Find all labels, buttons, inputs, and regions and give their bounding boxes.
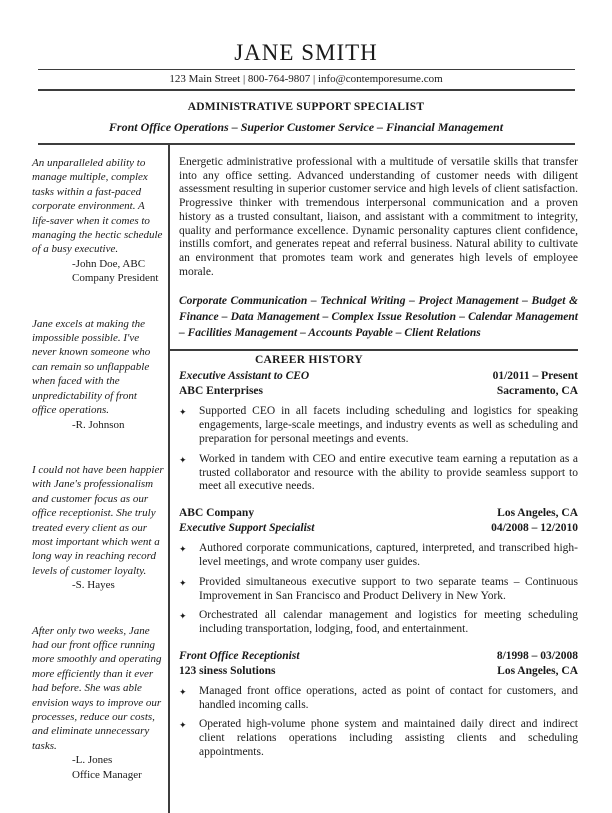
job-company: ABC Company: [179, 507, 255, 520]
job-bullet-text: Worked in tandem with CEO and entire executive team earning a reputation as a trusted collaborator and resource with the ability to provide seamless support to meet all executive needs.: [199, 452, 578, 493]
testimonial-attribution: -R. Johnson: [72, 418, 125, 431]
job-entry: [179, 369, 578, 494]
job-bullet: [179, 453, 578, 494]
skills-line: Corporate Communication – Technical Writing – Project Management – Budget & Finance – Data Management – Complex Issue Resolution – Calendar Management – Facilities Management – Accounts Payable – Client Relations: [179, 295, 578, 340]
job-bullet-text: Managed front office operations, acted as point of contact for customers, and handled incoming calls.: [199, 684, 578, 711]
job-date-location: Los Angeles, CA: [497, 507, 578, 520]
content: [0, 145, 612, 813]
job-title: Front Office Receptionist: [179, 649, 300, 662]
testimonial-quote: I could not have been happier with Jane's professionalism and customer focus as our office receptionist. She truly treated every client as our most important which went a long way in reaching record levels of customer loyalty.: [32, 463, 164, 577]
job-header-row: [179, 664, 578, 679]
job-date-location: 8/1998 – 03/2008: [496, 649, 578, 662]
job-bullet: [179, 718, 578, 759]
testimonial-attribution: -L. Jones: [72, 754, 113, 767]
diamond-bullet-icon: ✦: [179, 454, 187, 465]
testimonial-quote: An unparalleled ability to manage multiple, complex tasks within a fast-paced corporate environment. A life-saver when it comes to managing the hectic schedule of a busy executive.: [32, 157, 163, 256]
name-heading: JANE SMITH: [234, 40, 378, 65]
testimonial-quote: After only two weeks, Jane had our front office running more smoothly and operating more efficiently than it ever had before. She was able envision ways to improve our processes, reduce our costs, and eliminate unnecessary tasks.: [32, 624, 162, 752]
job-title: Executive Assistant to CEO: [179, 370, 310, 383]
job-list: [179, 369, 578, 760]
testimonial-quote: Jane excels at making the impossible possible. I've never known someone who can remain so unflappable when faced with the unpredictability of front office operations.: [32, 317, 151, 417]
testimonial-attribution: Office Manager: [72, 768, 142, 781]
testimonial-attribution: -S. Hayes: [72, 579, 115, 592]
job-bullet-text: Supported CEO in all facets including scheduling and logistics for speaking engagements, large-scale meetings, and industry events as well as scheduling and preparation for personal meetings and events.: [199, 405, 578, 445]
job-header-row: [179, 649, 578, 664]
job-bullet: [179, 609, 578, 637]
diamond-bullet-icon: ✦: [179, 611, 187, 622]
tagline: Front Office Operations – Superior Customer Service – Financial Management: [108, 120, 504, 134]
testimonial-block: [32, 463, 164, 593]
testimonial-block: [32, 156, 164, 286]
job-date-location: 04/2008 – 12/2010: [491, 522, 578, 535]
job-date-location: Los Angeles, CA: [497, 664, 578, 677]
testimonial-block: [32, 624, 164, 782]
diamond-bullet-icon: ✦: [179, 407, 187, 418]
job-bullet-text: Orchestrated all calendar management and logistics for meeting scheduling including transportation, lodging, food, and entertainment.: [199, 609, 578, 636]
job-title: Executive Support Specialist: [179, 522, 315, 535]
diamond-bullet-icon: ✦: [179, 544, 187, 555]
job-bullet-text: Authored corporate communications, captured, interpreted, and transcribed high-level meetings, and wrote company user guides.: [199, 542, 578, 568]
contact-line: 123 Main Street | 800-764-9807 | info@contemporesume.com: [169, 73, 443, 85]
testimonial-attribution: -John Doe, ABC: [72, 257, 146, 270]
job-date-location: Sacramento, CA: [496, 385, 578, 398]
diamond-bullet-icon: ✦: [179, 686, 187, 697]
role-title: ADMINISTRATIVE SUPPORT SPECIALIST: [187, 101, 425, 113]
diamond-bullet-icon: ✦: [179, 720, 187, 731]
job-company: ABC Enterprises: [179, 385, 264, 398]
job-company: 123 siness Solutions: [179, 664, 276, 677]
header-rule-middle: [38, 89, 575, 91]
job-bullet: [179, 405, 578, 446]
job-header-row: [179, 506, 578, 521]
diamond-bullet-icon: ✦: [179, 577, 187, 588]
job-entry: [179, 506, 578, 637]
job-header-row: [179, 384, 578, 399]
job-header-row: [179, 369, 578, 384]
job-date-location: 01/2011 – Present: [492, 370, 578, 383]
header: [0, 0, 612, 145]
job-header-row: [179, 521, 578, 536]
testimonial-block: [32, 317, 164, 432]
job-bullet-text: Provided simultaneous executive support to two separate teams – Continuous Improvement in San Francisco and Product Delivery in New York.: [199, 575, 578, 602]
job-bullet: [179, 542, 578, 570]
career-history-heading: CAREER HISTORY: [254, 354, 364, 367]
job-bullet-text: Operated high-volume phone system and maintained daily direct and indirect client relations operations including assisting clients and scheduling appointments.: [199, 718, 578, 759]
testimonials-sidebar: [32, 145, 164, 813]
job-entry: [179, 649, 578, 760]
summary-paragraph: Energetic administrative professional with a multitude of versatile skills that transfer into any office setting. Advanced understanding of customer needs with diligent assessment resulting in superior customer service and high levels of client satisfaction. Progressive thinker with tremendous interpersonal communication and a proven history as a trusted consultant, liaison, and assistant with a commitment to integrity, quality and performance excellence. Dynamic personality captures client confidence, instills comfort, and generates repeat and referral business. Natural ability to cultivate an environment that promotes team work and generates high levels of employee morale.: [179, 156, 578, 278]
main-column: [168, 145, 578, 813]
job-bullet: [179, 685, 578, 713]
job-bullet: [179, 576, 578, 604]
testimonial-attribution: Company President: [72, 272, 159, 285]
career-history-rule: [170, 349, 578, 351]
